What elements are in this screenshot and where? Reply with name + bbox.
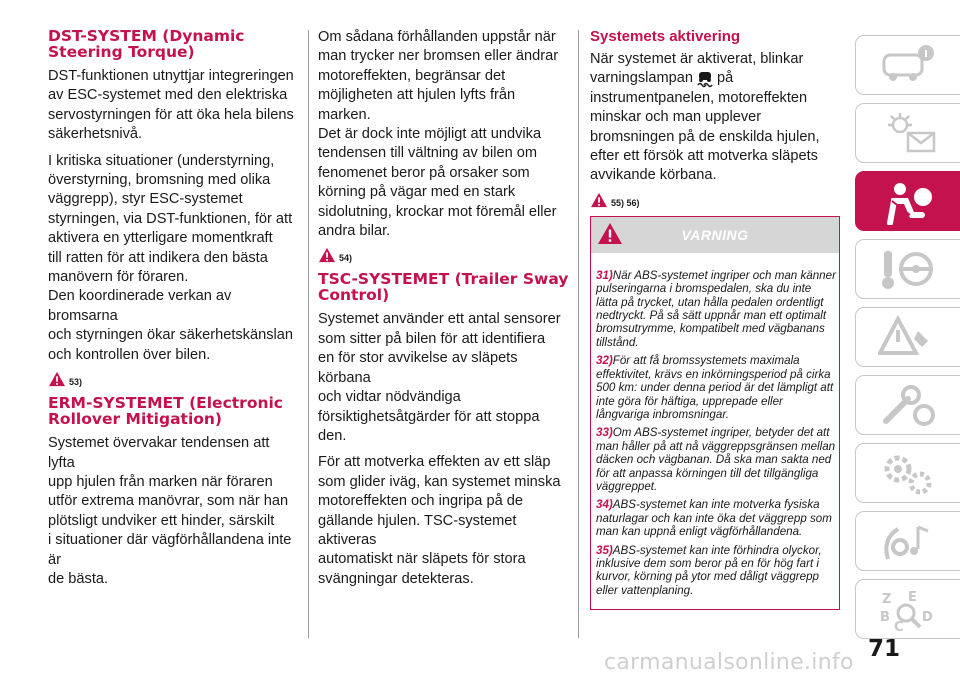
chapter-tab-key-steering-wheel[interactable] [855, 239, 960, 299]
chapter-tab-dashboard-lights[interactable] [855, 103, 960, 163]
alphabetical-index-icon [878, 587, 938, 633]
note-text: För att få bromssystemets maximala effektivitet, krävs en inkörningsperiod på cirka 500 km: under denna period är det lämpligt att inte göra för häftiga, upprepade eller långvariga inbromsningar. [596, 354, 834, 421]
warning-triangle-icon [48, 371, 66, 387]
activation-heading: Systemets aktivering [590, 28, 741, 45]
activation-text-b: på [717, 70, 734, 87]
svg-text:D: D [922, 610, 933, 625]
note-text: ABS-systemet kan inte motverka fysiska naturlagar och kan inte öka det väggrepp som man kan uppnå enligt vägförhållandena. [596, 498, 832, 539]
warning-box-gap [591, 253, 839, 262]
warning-note [596, 269, 836, 349]
maintenance-wrench-gear-icon [878, 383, 938, 429]
page-number: 71 [868, 636, 901, 662]
activation-text-c: instrumentpanelen, motoreffekten minskar och man upplever bromsningen på de enskilda hjulen, efter ett försök att motverka släpets avvikande körbana. [590, 89, 820, 184]
column-divider [578, 30, 579, 638]
warning-triangle-roadside-icon [878, 315, 938, 361]
tsc-paragraph-2: För att motverka effekten av ett släp som glider iväg, kan systemet minska motoreffekten och ingripa på de gällande hjulen. TSC-systemet aktiveras automatiskt när släpets för stora svängningar detekteras. [318, 454, 561, 587]
warning-reference [48, 371, 298, 387]
erm-paragraph-2: Om sådana förhållanden uppstår när man trycker ner bromsen eller ändrar motoreffekten, begränsar det möjligheten att hjulen lyfts från marken. Det är dock inte möjligt att undvika tendensen till vältning av bilen om fenomenet beror på orsaker som körning på vägar med en stark sidolutning, krockar mot föremål eller andra bilar. [318, 29, 559, 240]
column-3 [590, 28, 840, 610]
note-number: 35) [596, 543, 613, 557]
dst-heading: DST-SYSTEM (Dynamic Steering Torque) [48, 27, 245, 61]
warning-triangle-icon [318, 247, 336, 263]
column-divider [308, 30, 309, 638]
svg-text:E: E [908, 590, 917, 605]
svg-text:B: B [880, 610, 890, 625]
multimedia-icon [878, 519, 938, 565]
note-number: 34) [596, 498, 613, 512]
chapter-tab-specifications-gears[interactable] [855, 443, 960, 503]
watermark-text: carmanualsonline.info [604, 650, 854, 675]
warning-reference [590, 192, 840, 208]
dashboard-lights-icon [878, 111, 938, 157]
chapter-tab-safety-seatbelt-airbag[interactable] [855, 171, 960, 231]
note-text: ABS-systemet kan inte förhindra olyckor, inklusive dem som beror på en för hög fart i kurvor, körning på ytor med dåligt väggrepp eller vattenplaning. [596, 543, 822, 597]
tsc-heading: TSC-SYSTEMET (Trailer Sway Control) [318, 270, 569, 305]
warning-reference [318, 247, 570, 263]
key-steering-wheel-icon [878, 247, 938, 293]
activation-text-a: När systemet är aktiverat, blinkar varningslampan [590, 51, 804, 87]
chapter-tab-car-info[interactable] [855, 35, 960, 95]
activation-paragraph [590, 50, 840, 186]
warning-note [596, 544, 836, 598]
warning-note [596, 354, 836, 421]
warning-box-header [591, 217, 839, 253]
tsc-paragraph-1: Systemet använder ett antal sensorer som sitter på bilen för att identifiera en för stor avvikelse av släpets körbana och vidtar nödvändiga försiktighetsåtgärder för att stoppa den. [318, 311, 561, 444]
note-number: 33) [596, 426, 613, 440]
warning-note [596, 498, 836, 538]
chapter-tab-warning-triangle-roadside[interactable] [855, 307, 960, 367]
column-1 [48, 28, 298, 596]
svg-text:Z: Z [882, 592, 892, 607]
column-2 [318, 28, 570, 596]
reference-number: 55) 56) [611, 197, 640, 208]
note-number: 32) [596, 354, 613, 368]
chapter-tab-maintenance-wrench-gear[interactable] [855, 375, 960, 435]
reference-number: 54) [339, 253, 353, 264]
chapter-tab-alphabetical-index[interactable] [855, 579, 960, 639]
warning-triangle-icon [590, 192, 608, 208]
car-info-icon [878, 43, 938, 89]
esc-skid-warning-icon [695, 70, 715, 88]
svg-text:C: C [894, 620, 904, 633]
erm-paragraph-1: Systemet övervakar tendensen att lyfta upp hjulen från marken när föraren utför extrema manövrar, som när han plötsligt undviker ett hinder, särskilt i situationer där vägförhållandena inte är de bästa. [48, 435, 292, 587]
note-text: När ABS-systemet ingriper och man känner pulseringarna i bromspedalen, ska du inte lätta på trycket, utan hålla pedalen ordentligt nedtryckt. På så sätt uppnår man ett optimalt bromsutrymme, kompatibelt med vägbanans tillstånd. [596, 268, 836, 349]
specifications-gears-icon [878, 451, 938, 497]
safety-seatbelt-airbag-icon [878, 179, 938, 225]
warning-box [590, 216, 840, 610]
erm-heading: ERM-SYSTEMET (Electronic Rollover Mitigation) [48, 394, 283, 429]
warning-note [596, 426, 836, 493]
warning-notes [591, 262, 839, 609]
dst-paragraph-1: DST-funktionen utnyttjar integreringen av ESC-systemet med den elektriska servostyrningen för att öka hela bilens säkerhetsnivå. [48, 68, 294, 143]
dst-paragraph-2: I kritiska situationer (understyrning, överstyrning, bromsning med olika väggrepp), styr ESC-systemet styrningen, via DST-funktionen, för att aktivera en ytterligare momentkraft till ratten för att indikera den bästa manövern för föraren. Den koordinerade verkan av bromsarna och styrningen ökar säkerhetskänslan och kontrollen över bilen. [48, 152, 293, 363]
chapter-tab-multimedia[interactable] [855, 511, 960, 571]
reference-number: 53) [69, 377, 83, 388]
note-text: Om ABS-systemet ingriper, betyder det att man håller på att nå väggreppsgränsen mellan däcken och vägbanan. Då ska man sakta ned för att anpassa körningen till det tillgängliga väggreppet. [596, 426, 836, 493]
note-number: 31) [596, 268, 613, 282]
warning-label: VARNING [681, 226, 749, 243]
